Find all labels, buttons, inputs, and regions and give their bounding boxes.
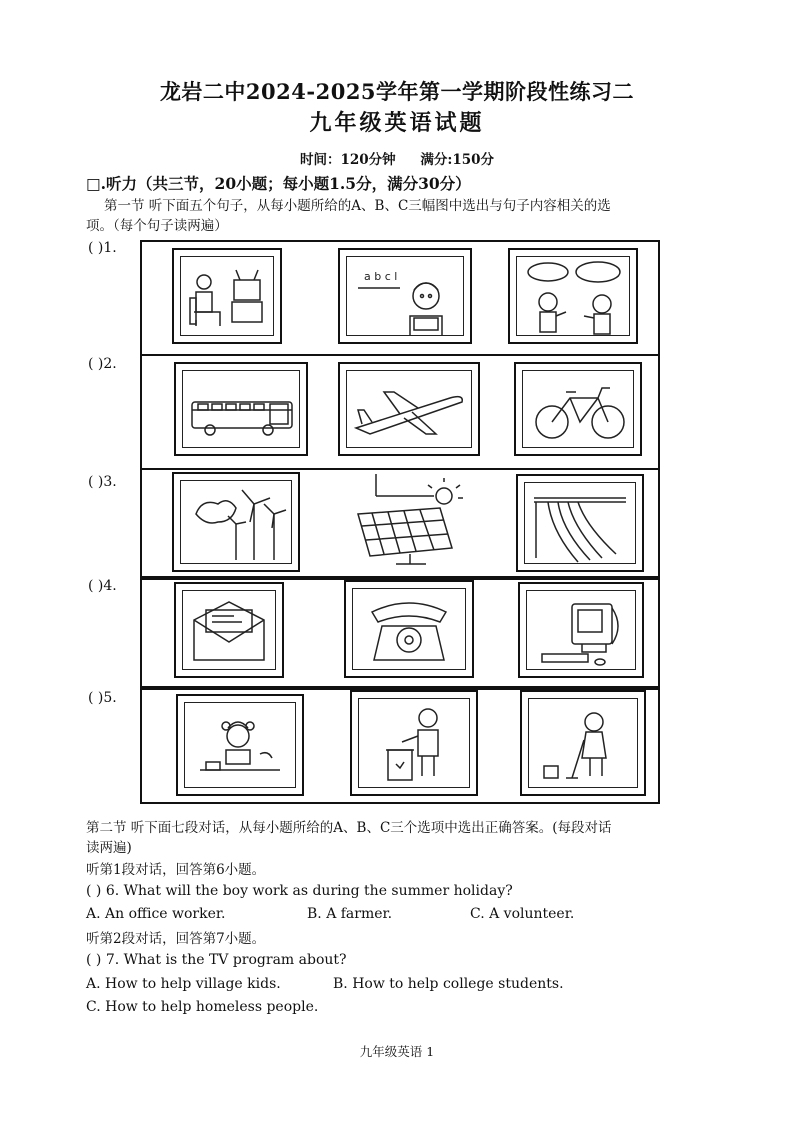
girl-sweeping-icon (520, 690, 646, 796)
question-6-option-b[interactable]: B. A farmer. (307, 906, 393, 922)
airplane-icon (338, 362, 480, 456)
exam-title: 龙岩二中2024-2025学年第一学期阶段性练习二 (159, 79, 635, 104)
part1-instruction-line1: 第一节 听下面五个句子，从每小题所给的A、B、C三幅图中选出与句子内容相关的选 (104, 198, 611, 214)
question-7-stem: ( ) 7. What is the TV program about? (86, 952, 347, 968)
exam-meta (0, 148, 794, 168)
girl-studying-icon (176, 694, 304, 796)
bicycle-icon (514, 362, 642, 456)
part2-instruction-line2: 读两遍) (86, 840, 132, 856)
part1-instruction-line2: 项。（每个句子读两遍） (86, 218, 228, 234)
wind-turbines-icon (172, 472, 300, 572)
bus-icon (174, 362, 308, 456)
part2-instruction-line1: 第二节 听下面七段对话，从每小题所给的A、B、C三个选项中选出正确答案。(每段对话 (86, 820, 612, 836)
question-2-label: ( )2. (88, 356, 117, 372)
question-6-option-c[interactable]: C. A volunteer. (470, 906, 575, 922)
exam-subtitle: 九年级英语试题 (309, 110, 485, 136)
boy-reading-abc-icon (338, 248, 472, 344)
telephone-icon (344, 580, 474, 678)
question-6-stem: ( ) 6. What will the boy work as during the summer holiday? (86, 883, 513, 899)
question-4-label: ( )4. (88, 578, 117, 594)
question-3-label: ( )3. (88, 474, 117, 490)
two-kids-talking-icon (508, 248, 638, 344)
waterfall-dam-icon (516, 474, 644, 572)
listening-section-heading: □.听力（共三节，20小题；每小题1.5分，满分30分） (86, 174, 471, 193)
question-1-label: ( )1. (88, 240, 117, 256)
computer-icon (518, 582, 644, 678)
dialogue-1-intro: 听第1段对话，回答第6小题。 (86, 862, 266, 878)
dialogue-2-intro: 听第2段对话，回答第7小题。 (86, 931, 266, 947)
exam-score: 满分:150分 (420, 152, 495, 168)
page-footer: 九年级英语 1 (359, 1044, 435, 1059)
question-7-option-b[interactable]: B. How to help college students. (333, 976, 564, 992)
person-watching-tv-icon (172, 248, 282, 344)
envelope-letter-icon (174, 582, 284, 678)
question-6-option-a[interactable]: A. An office worker. (86, 906, 226, 922)
question-7-option-a[interactable]: A. How to help village kids. (86, 976, 281, 992)
svg-text:a b c l: a b c l (364, 270, 398, 283)
exam-time: 时间：120分钟 (299, 152, 396, 168)
question-7-option-c[interactable]: C. How to help homeless people. (86, 999, 319, 1015)
question-5-label: ( )5. (88, 690, 117, 706)
girl-recycling-icon (350, 690, 478, 796)
solar-panel-icon (338, 472, 472, 572)
